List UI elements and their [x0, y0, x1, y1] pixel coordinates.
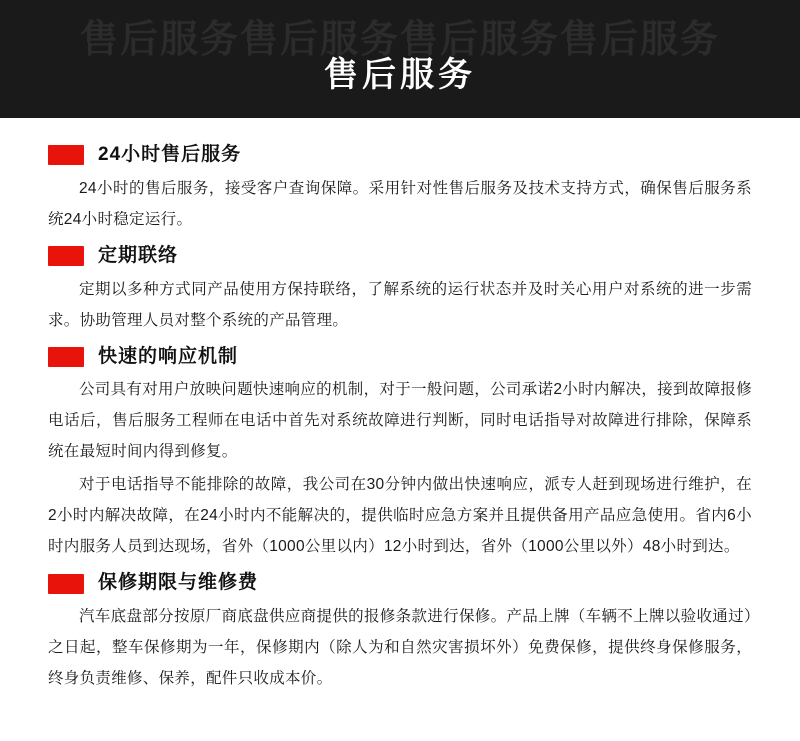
content-body: [0, 118, 800, 694]
section-paragraph: 汽车底盘部分按原厂商底盘供应商提供的报修条款进行保修。产品上牌（车辆不上牌以验收通过）之日起，整车保修期为一年，保修期内（除人为和自然灾害损坏外）免费保修，提供终身保修服务，终身负责维修、保养，配件只收成本价。: [48, 608, 752, 688]
section-title: 快速的响应机制: [98, 345, 239, 367]
section-heading: [48, 144, 752, 167]
banner-ghost-text: 售后服务售后服务售后服务售后服务: [79, 19, 720, 61]
section-paragraph: 对于电话指导不能排除的故障，我公司在30分钟内做出快速响应，派专人赶到现场进行维护，在2小时内解决故障，在24小时内不能解决的，提供临时应急方案并且提供备用产品应急使用。省内6小时内服务人员到达现场，省外（1000公里以内）12小时到达，省外（1000公里以外）48小时到达。: [48, 476, 752, 556]
red-square-bullet-icon: [48, 145, 84, 165]
section-paragraph: 定期以多种方式同产品使用方保持联络，了解系统的运行状态并及时关心用户对系统的进一步需求。协助管理人员对整个系统的产品管理。: [48, 280, 752, 329]
red-square-bullet-icon: [48, 347, 84, 367]
page-banner: [0, 0, 800, 118]
page-title: 售后服务: [324, 56, 476, 94]
section-fast-response: [48, 346, 752, 563]
section-heading: [48, 245, 752, 268]
section-title: 24小时售后服务: [98, 144, 242, 165]
section-24h-service: [48, 144, 752, 235]
section-paragraph: 公司具有对用户放映问题快速响应的机制，对于一般问题，公司承诺2小时内解决，接到故障报修电话后，售后服务工程师在电话中首先对系统故障进行判断，同时电话指导对故障进行排除，保障系统在最短时间内得到修复。: [48, 381, 752, 461]
section-title: 定期联络: [98, 244, 179, 266]
section-heading: [48, 572, 752, 595]
section-title: 保修期限与维修费: [98, 572, 259, 594]
section-paragraph: 24小时的售后服务，接受客户查询保障。采用针对性售后服务及技术支持方式，确保售后服务系统24小时稳定运行。: [48, 179, 752, 228]
section-regular-contact: [48, 245, 752, 336]
red-square-bullet-icon: [48, 246, 84, 266]
section-heading: [48, 346, 752, 369]
red-square-bullet-icon: [48, 574, 84, 594]
section-warranty-period: [48, 572, 752, 694]
